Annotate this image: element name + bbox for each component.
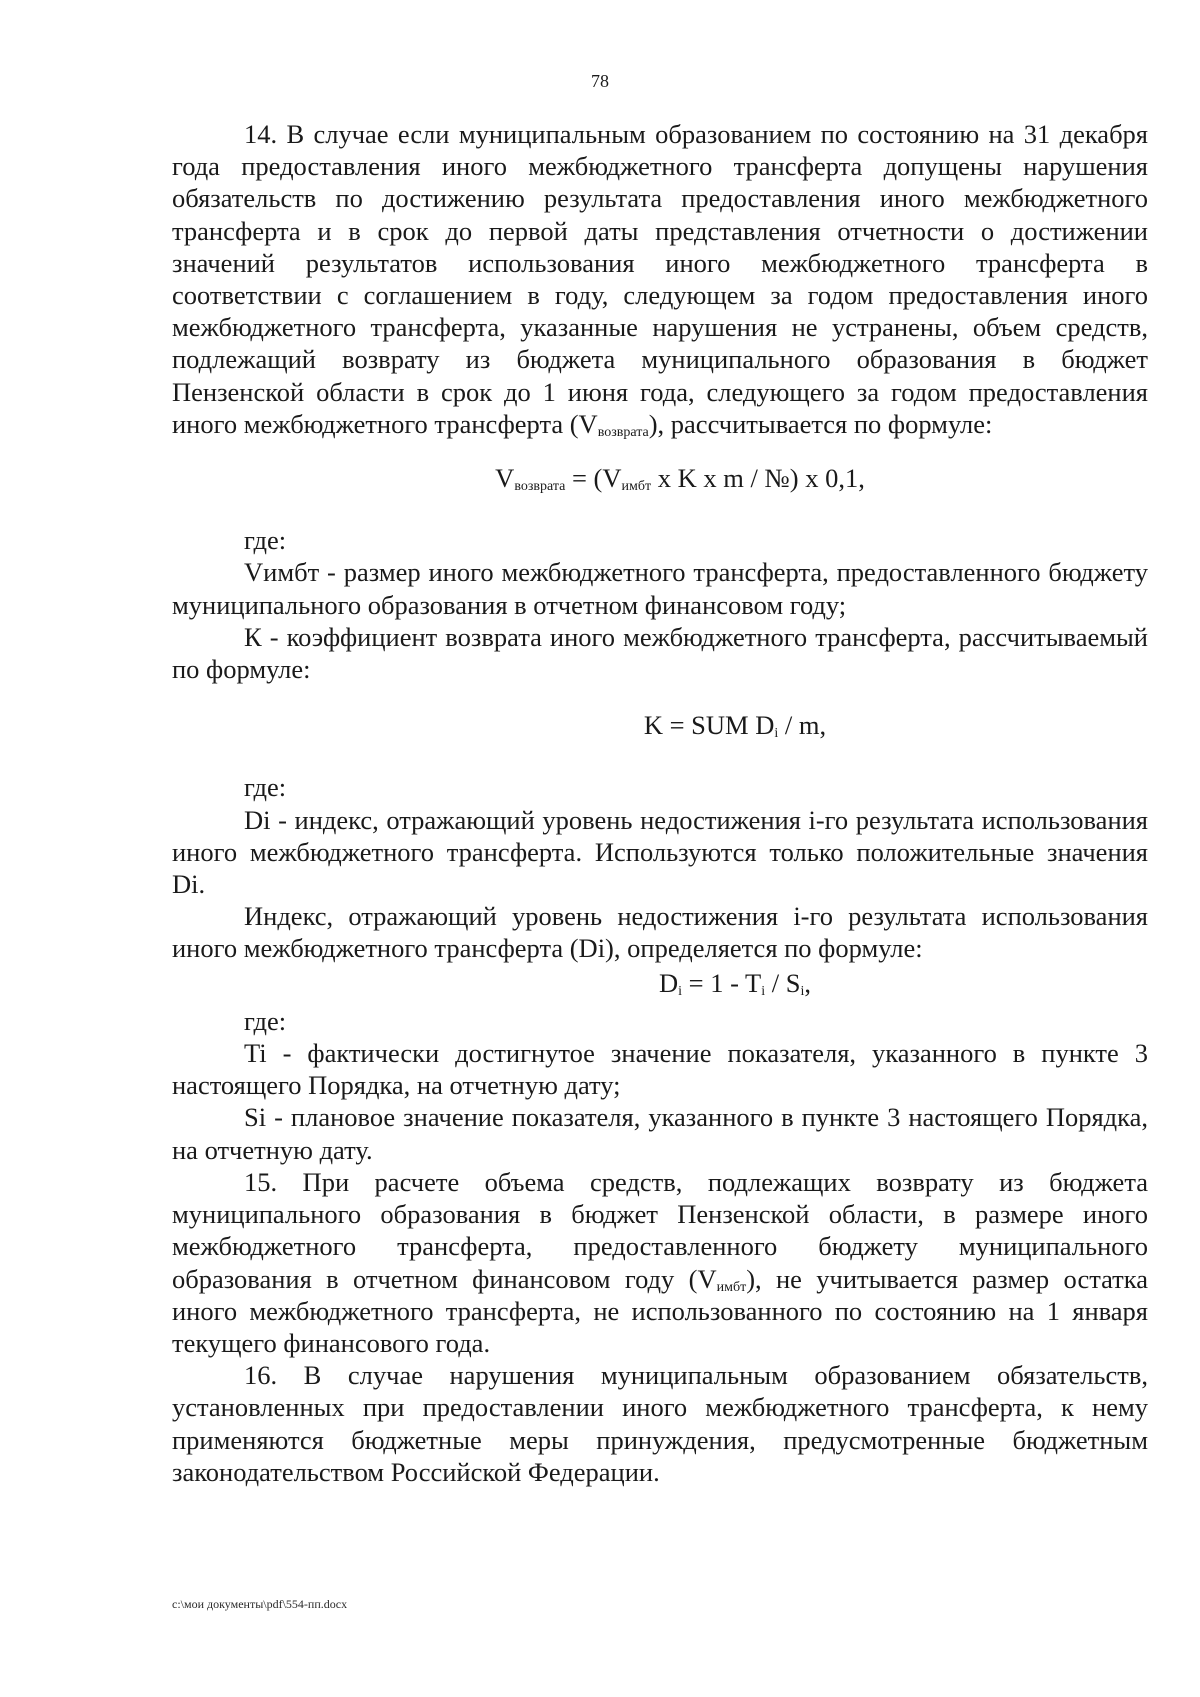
index-description: Индекс, отражающий уровень недостижения i-го результата использования иного межбюджетного трансферта (Di), определяется по формуле: <box>172 901 1148 964</box>
paragraph-14-tail: ), рассчитывается по формуле: <box>648 408 993 439</box>
paragraph-16: 16. В случае нарушения муниципальным образованием обязательств, установленных при предоставлении иного межбюджетного трансферта, к нему применяются бюджетные меры принуждения, предусмотренные бюджетным законодательством Российской Федерации. <box>172 1360 1148 1487</box>
definition-k: К - коэффициент возврата иного межбюджетного трансферта, рассчитываемый по формуле: <box>172 621 1148 685</box>
paragraph-14-text: 14. В случае если муниципальным образованием по состоянию на 31 декабря года предоставления иного межбюджетного трансферта допущены нарушения обязательств по достижению результата предоставления иного межбюджетного трансферта и в срок до первой даты представления отчетности о достижении значений результатов использования иного межбюджетного трансферта в соответствии с соглашением в году, следующем за годом предоставления иного межбюджетного трансферта, указанные нарушения не устранены, объем средств, подлежащий возврату из бюджета муниципального образования в бюджет Пензенской области в срок до 1 июня года, следующего за годом предоставления иного межбюджетного трансферта (V <box>172 119 1148 439</box>
subscript-vozvrata: возврата <box>597 424 649 440</box>
where-label-3: где: <box>244 1005 287 1036</box>
formula-k: K = SUM $D_i$ / m, <box>643 710 827 742</box>
definition-vimbt: Vимбт - размер иного межбюджетного трансферта, предоставленного бюджету муниципального образования в отчетном финансовом году; <box>172 557 1148 620</box>
definition-di: Di - индекс, отражающий уровень недостижения i-го результата использования иного межбюджетного трансферта. Используются только положительные значения Di. <box>172 804 1148 900</box>
subscript-imbt: имбт <box>716 1279 747 1295</box>
formula-di: $D_i = 1 - T_i / S_i$, <box>658 967 812 999</box>
page-number: 78 <box>591 71 609 91</box>
paragraph-14 <box>172 118 1148 440</box>
where-label-1: где: <box>244 525 287 556</box>
document-body <box>172 118 1148 1488</box>
definition-ti: Ti - фактически достигнутое значение показателя, указанного в пункте 3 настоящего Порядка, на отчетную дату; <box>172 1038 1148 1101</box>
formula-v-vozvrata: $V_{возврата} = (V_{имбт}$ x K x m / №) x 0,1, <box>495 463 865 495</box>
where-label-2: где: <box>244 772 287 803</box>
definition-si: Si - плановое значение показателя, указанного в пункте 3 настоящего Порядка, на отчетную дату. <box>172 1102 1148 1165</box>
footer-file-path: c:\мои документы\pdf\554-пп.docx <box>172 1597 348 1611</box>
paragraph-15: 15. При расчете объема средств, подлежащих возврату из бюджета муниципального образования в бюджет Пензенской области, в размере иного межбюджетного трансферта, предоставленного бюджету муниципального образования в отчетном финансовом году $(V_{имбт})$, не учитывается размер остатка иного межбюджетного трансферта, не использованного по состоянию на 1 января текущего финансового года. <box>172 1166 1148 1358</box>
